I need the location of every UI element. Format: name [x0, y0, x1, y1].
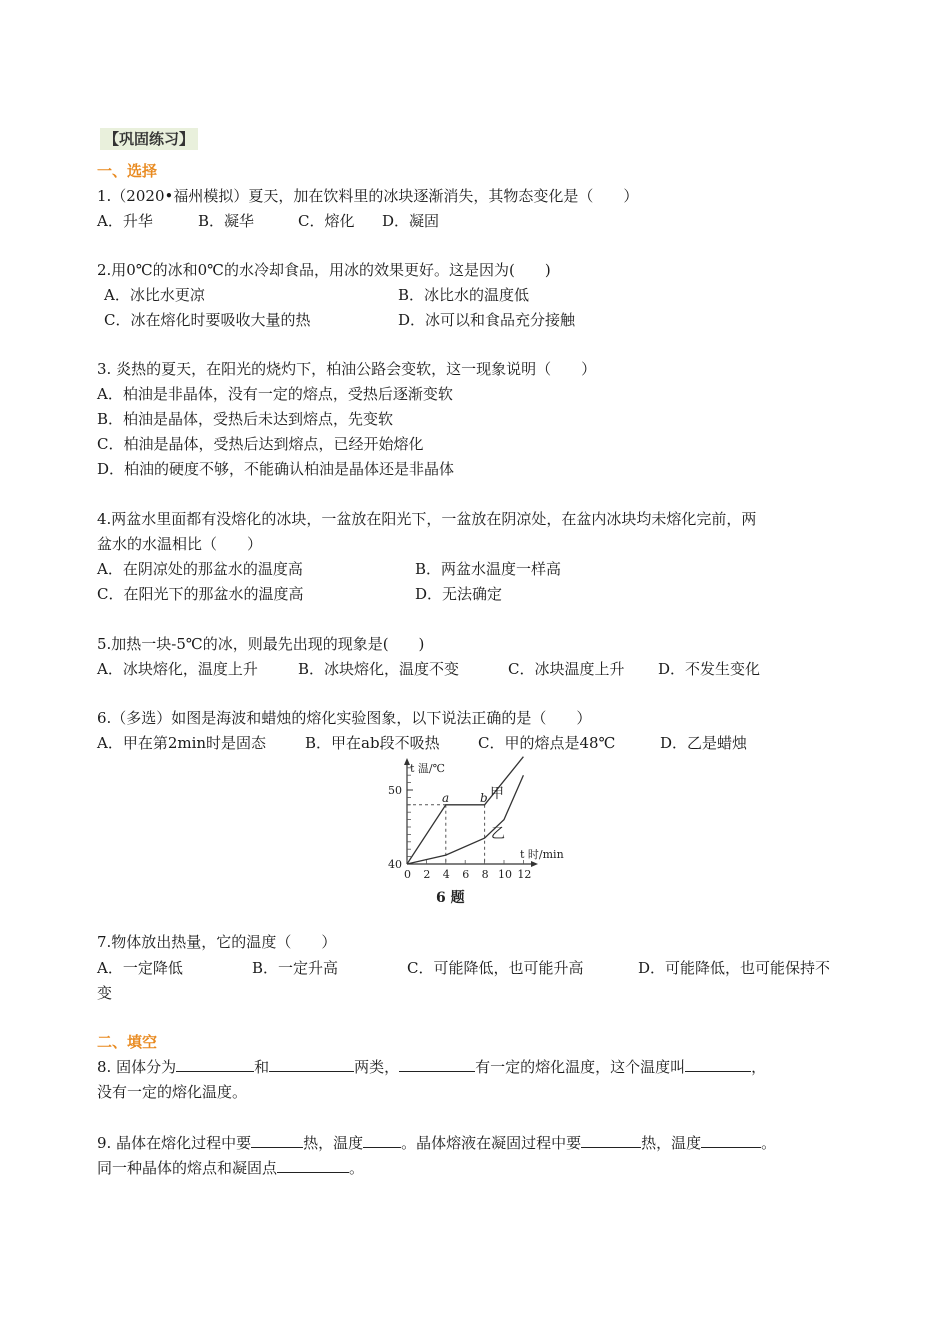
q1-option-b: B．凝华	[198, 212, 255, 230]
q3-option-c: C．柏油是晶体，受热后达到熔点，已经开始熔化	[97, 435, 424, 453]
q3-option-d: D．柏油的硬度不够，不能确认柏油是晶体还是非晶体	[97, 460, 455, 478]
q7-option-a: A．一定降低	[97, 959, 183, 977]
q2-option-d: D．冰可以和食品充分接触	[398, 311, 576, 329]
q8-blank-3[interactable]	[399, 1057, 475, 1072]
q6-option-c: C．甲的熔点是48℃	[478, 734, 616, 752]
q9-blank-1[interactable]	[251, 1133, 303, 1148]
q4-stem-line2: 盆水的水温相比（ ）	[97, 535, 263, 553]
q4-option-d: D．无法确定	[415, 585, 503, 603]
q8-text-1: 8. 固体分为	[97, 1058, 177, 1076]
q8-text-4: 有一定的熔化温度，这个温度叫	[475, 1058, 686, 1076]
q3-stem: 3. 炎热的夏天，在阳光的烧灼下，柏油公路会变软，这一现象说明（ ）	[97, 360, 597, 378]
q4-stem-line1: 4.两盆水里面都有没熔化的冰块，一盆放在阳光下，一盆放在阴凉处，在盆内冰块均未熔化完前，两	[97, 510, 757, 528]
q2-stem: 2.用0℃的冰和0℃的水冷却食品，用冰的效果更好。这是因为( )	[97, 261, 551, 279]
q2-option-b: B．冰比水的温度低	[398, 286, 530, 304]
q8-blank-1[interactable]	[176, 1057, 254, 1072]
q7-option-b: B．一定升高	[252, 959, 339, 977]
q9-text-4: 热，温度	[641, 1134, 702, 1152]
q5-stem: 5.加热一块-5℃的冰，则最先出现的现象是( )	[97, 635, 425, 653]
q9-blank-2[interactable]	[363, 1133, 401, 1148]
curve-yi-label: 乙	[491, 826, 505, 842]
q2-option-c: C．冰在熔化时要吸收大量的热	[104, 311, 311, 329]
q9-text-3: 。晶体熔液在凝固过程中要	[401, 1134, 582, 1152]
x-tick-label: 6	[462, 868, 470, 881]
x-tick-label: 0	[404, 868, 411, 881]
q3-option-a: A．柏油是非晶体，没有一定的熔点，受热后逐渐变软	[97, 385, 453, 403]
q5-option-c: C．冰块温度上升	[508, 660, 625, 678]
q8-blank-2[interactable]	[269, 1057, 354, 1072]
q8-line1	[97, 1057, 766, 1077]
q8-text-3: 两类，	[354, 1058, 400, 1076]
point-a-label: a	[442, 791, 450, 805]
q7-option-d: D．可能降低，也可能保持不	[638, 959, 831, 977]
x-tick-label: 2	[423, 868, 431, 881]
q4-option-c: C．在阳光下的那盆水的温度高	[97, 585, 304, 603]
q4-option-b: B．两盆水温度一样高	[415, 560, 562, 578]
q6-stem: 6.（多选）如图是海波和蜡烛的熔化实验图象，以下说法正确的是（ ）	[97, 709, 592, 727]
q7-option-c: C．可能降低，也可能升高	[407, 959, 584, 977]
q9-blank-4[interactable]	[701, 1133, 761, 1148]
x-axis-label: t 时/min	[520, 848, 564, 861]
section-choice-title: 一、选择	[97, 162, 158, 180]
q5-option-d: D．不发生变化	[658, 660, 761, 678]
q1-option-a: A．升华	[97, 212, 153, 230]
q6-option-b: B．甲在ab段不吸热	[305, 734, 440, 752]
q8-line2: 没有一定的熔化温度。	[97, 1083, 248, 1101]
melting-chart	[370, 752, 570, 907]
point-b-label: b	[480, 791, 488, 805]
curve-jia-label: 甲	[490, 786, 504, 802]
q9-line2-end: 。	[349, 1159, 365, 1177]
q6-option-d: D．乙是蜡烛	[660, 734, 748, 752]
q6-option-a: A．甲在第2min时是固态	[97, 734, 267, 752]
q2-option-a: A．冰比水更凉	[104, 286, 205, 304]
q1-option-d: D．凝固	[382, 212, 440, 230]
series-yi-line	[407, 775, 523, 864]
q7-option-d-wrap: 变	[97, 984, 113, 1002]
q1-option-c: C．熔化	[298, 212, 355, 230]
q8-text-2: 和	[254, 1058, 270, 1076]
q5-option-b: B．冰块熔化，温度不变	[298, 660, 460, 678]
y-axis-label: t 温/℃	[410, 762, 445, 775]
q9-text-5: 。	[761, 1134, 777, 1152]
q9-blank-5[interactable]	[277, 1158, 349, 1173]
page-title: 【巩固练习】	[100, 128, 198, 150]
x-tick-label: 12	[517, 868, 532, 881]
q9-line2	[97, 1158, 364, 1178]
q8-text-5: ，	[751, 1058, 767, 1076]
y-tick-label: 50	[388, 784, 402, 797]
q7-stem: 7.物体放出热量，它的温度（ ）	[97, 933, 337, 951]
q8-blank-4[interactable]	[685, 1057, 751, 1072]
q4-option-a: A．在阴凉处的那盆水的温度高	[97, 560, 303, 578]
q1-stem: 1.（2020•福州模拟）夏天，加在饮料里的冰块逐渐消失，其物态变化是（ ）	[97, 187, 639, 205]
q9-blank-3[interactable]	[581, 1133, 641, 1148]
x-tick-label: 8	[481, 868, 489, 881]
x-tick-label: 10	[498, 868, 512, 881]
q9-line2-text: 同一种晶体的熔点和凝固点	[97, 1159, 278, 1177]
q9-text-2: 热，温度	[303, 1134, 364, 1152]
figure-caption: 6 题	[436, 890, 465, 906]
q3-option-b: B．柏油是晶体，受热后未达到熔点，先变软	[97, 410, 394, 428]
q5-option-a: A．冰块熔化，温度上升	[97, 660, 258, 678]
q9-line1	[97, 1133, 776, 1153]
x-tick-label: 4	[442, 868, 450, 881]
q9-text-1: 9. 晶体在熔化过程中要	[97, 1134, 252, 1152]
y-tick-label: 40	[388, 858, 402, 871]
section-fill-title: 二、填空	[97, 1033, 158, 1051]
x-axis-arrow	[531, 861, 538, 867]
